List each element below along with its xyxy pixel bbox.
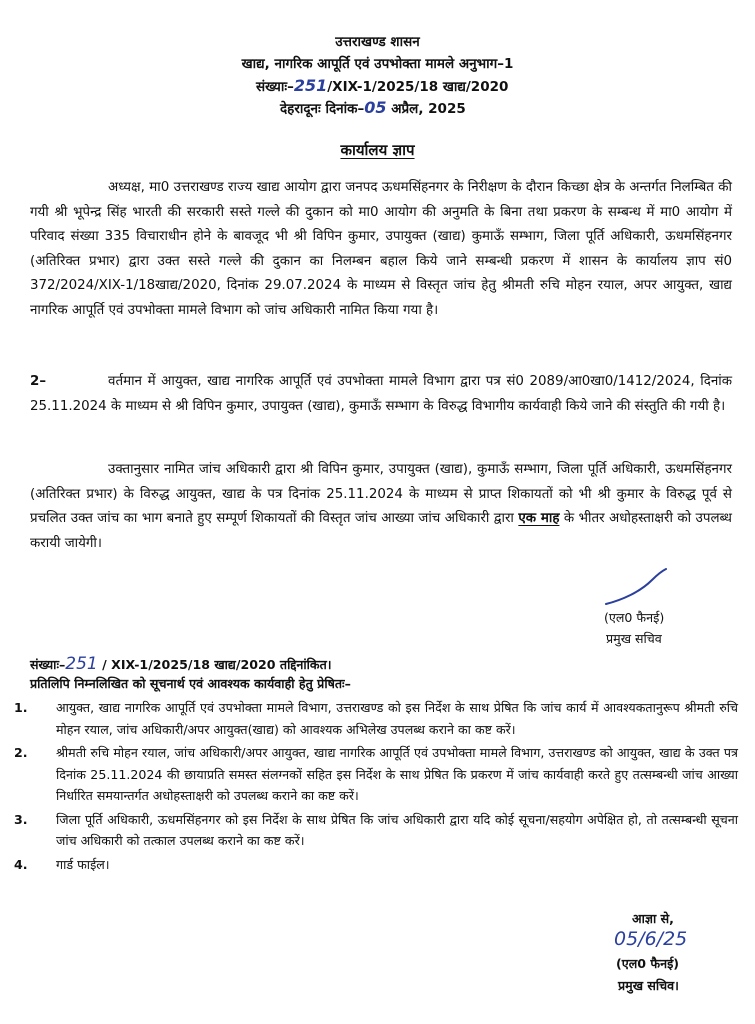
memo-title: कार्यालय ज्ञाप — [340, 141, 415, 159]
signatory-designation-2: प्रमुख सचिव। — [618, 978, 679, 993]
signatory-name: (एल0 फैनई) — [604, 610, 665, 625]
paragraph-3: उक्तानुसार नामित जांच अधिकारी द्वारा श्री विपिन कुमार, उपायुक्त (खाद्य), कुमाऊँ सम्भाग, जिला पूर्ति अधिकारी, ऊधमसिंहनगर (अतिरिक्त प्रभार) के विरुद्ध आयुक्त, खाद्य के पत्र दिनांक 25.11.2024 के माध्यम से प्राप्त शिकायतों को भी श्री कुमार के विरुद्ध पूर्व से प्रचलित उक्त जांच का भाग बनाते हुए सम्पूर्ण शिकायतों की विस्तृत जांच आख्या जांच अधिकारी द्वारा एक माह के भीतर अधोहस्ताक्षरी को उपलब्ध करायी जायेगी। — [30, 462, 732, 551]
header-government: उत्तराखण्ड शासन — [335, 34, 420, 50]
copy-list — [14, 697, 738, 875]
copy-reference: संख्याः–251 / XIX-1/2025/18 खाद्य/2020 तद्दिनांकित। — [30, 654, 332, 674]
signature-mark — [600, 566, 680, 610]
header-section: खाद्य, नागरिक आपूर्ति एवं उपभोक्ता मामले अनुभाग–1 — [241, 56, 514, 72]
list-item: 3. जिला पूर्ति अधिकारी, ऊधमसिंहनगर को इस निर्देश के साथ प्रेषित कि जांच अधिकारी द्वारा यदि कोई सूचना/सहयोग अपेक्षित हो, तो तत्सम्बन्धी सूचना जांच अधिकारी को तत्काल उपलब्ध कराने का कष्ट करें। — [14, 811, 738, 848]
copy-handwritten-number: 251 — [65, 654, 98, 674]
by-order: आज्ञा से, — [632, 911, 674, 926]
handwritten-date: 05 — [364, 98, 387, 117]
copy-heading: प्रतिलिपि निम्नलिखित को सूचनार्थ एवं आवश्यक कार्यवाही हेतु प्रेषितः– — [30, 676, 351, 691]
place-date: देहरादूनः दिनांक–05 अप्रैल, 2025 — [280, 98, 466, 117]
list-item: 1. आयुक्त, खाद्य नागरिक आपूर्ति एवं उपभोक्ता मामले विभाग, उत्तराखण्ड को इस निर्देश के साथ प्रेषित कि जांच कार्य में आवश्यकतानुरूप श्रीमती रुचि मोहन रयाल, जांच अधिकारी/अपर आयुक्त(खाद्य) को आवश्यक अभिलेख उपलब्ध कराने का कष्ट करें। — [14, 700, 738, 737]
handwritten-number: 251 — [293, 76, 328, 95]
handwritten-signature-date: 05/6/25 — [614, 928, 688, 950]
signatory-name-2: (एल0 फैनई) — [616, 956, 680, 971]
list-item: 2. श्रीमती रुचि मोहन रयाल, जांच अधिकारी/अपर आयुक्त, खाद्य नागरिक आपूर्ति एवं उपभोक्ता मामले विभाग, उत्तराखण्ड को आयुक्त, खाद्य के उक्त पत्र दिनांक 25.11.2024 की छायाप्रति समस्त संलग्नकों सहित इस निर्देश के साथ प्रेषित कि प्रकरण में जांच कार्यवाही करते हुए तत्सम्बन्धी जांच आख्या निर्धारित समयान्तर्गत अधोहस्ताक्षरी को उपलब्ध कराने का कष्ट करें। — [14, 745, 739, 803]
paragraph-1: अध्यक्ष, मा0 उत्तराखण्ड राज्य खाद्य आयोग द्वारा जनपद ऊधमसिंहनगर के निरीक्षण के दौरान किच्छा क्षेत्र के अन्तर्गत निलम्बित की गयी श्री भूपेन्द्र सिंह भारती की सरकारी सस्ते गल्ले की दुकान को मा0 आयोग की अनुमति के बिना तथा प्रकरण के सम्बन्ध में मा0 आयोग में परिवाद संख्या 335 विचाराधीन होने के बावजूद भी श्री विपिन कुमार, उपायुक्त (खाद्य) कुमाऊँ सम्भाग, जिला पूर्ति अधिकारी, ऊधमसिंहनगर (अतिरिक्त प्रभार) द्वारा उक्त सस्ते गल्ले की दुकान का निलम्बन बहाल किये जाने सम्बन्धी प्रकरण में शासन के कार्यालय ज्ञाप सं0 372/2024/XIX-1/18खाद्य/2020, दिनांक 29.07.2024 के माध्यम से विस्तृत जांच हेतु श्रीमती रुचि मोहन रयाल, अपर आयुक्त, खाद्य नागरिक आपूर्ति एवं उपभोक्ता मामले विभाग को जांच अधिकारी नामित किया गया है। — [30, 180, 732, 318]
list-item: 4. गार्ड फाईल। — [14, 856, 110, 872]
signatory-designation: प्रमुख सचिव — [606, 631, 662, 646]
paragraph-2-number: 2– — [30, 374, 47, 389]
reference-number: संख्याः–251/XIX-1/2025/18 खाद्य/2020 — [256, 76, 509, 95]
paragraph-2: 2– वर्तमान में आयुक्त, खाद्य नागरिक आपूर्ति एवं उपभोक्ता मामले विभाग द्वारा पत्र सं0 2089/आ0खा0/1412/2024, दिनांक 25.11.2024 के माध्यम से श्री विपिन कुमार, उपायुक्त (खाद्य), कुमाऊँ सम्भाग के विरुद्ध विभागीय कार्यवाही किये जाने की संस्तुति की गयी है। — [30, 370, 732, 419]
deadline-emphasis: एक माह — [518, 511, 560, 526]
